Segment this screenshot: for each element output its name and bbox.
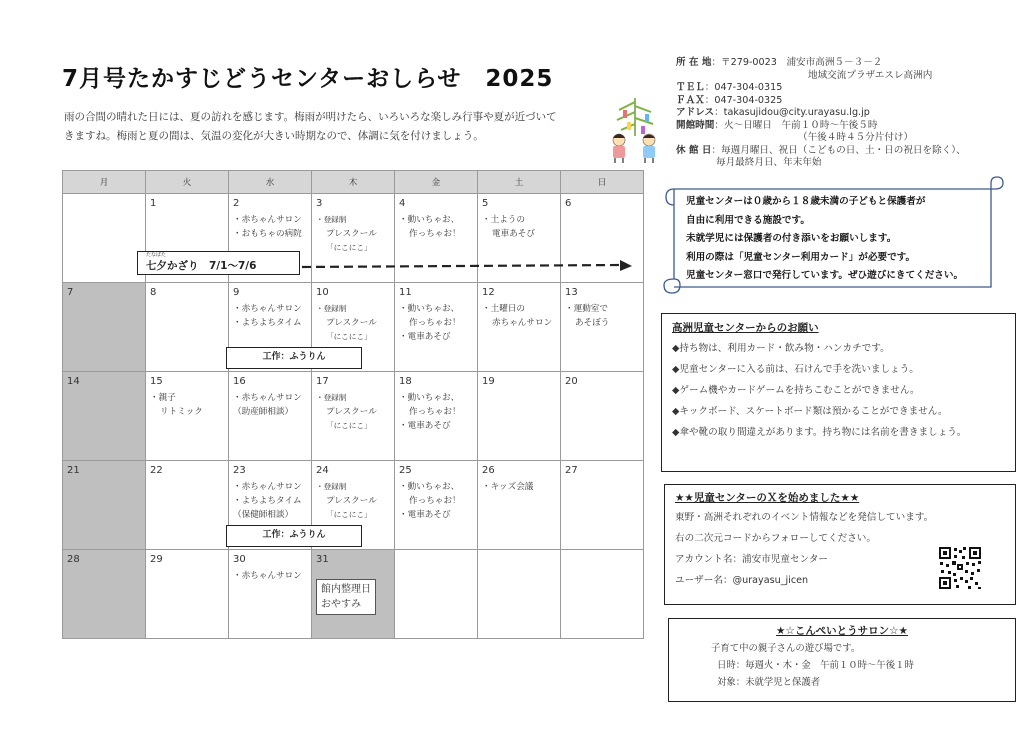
- x-account-line-2: 右の二次元コードからフォローしてください。: [675, 533, 876, 544]
- day-number: 12: [482, 287, 495, 298]
- event-item: リトミック: [160, 407, 203, 417]
- event-item: プレスクール: [326, 229, 377, 239]
- day-cell: [395, 283, 478, 372]
- day-cell: [561, 283, 644, 372]
- header-wed: 水: [229, 171, 312, 194]
- closed-day-box: [316, 579, 376, 615]
- tanabata-label: 七夕かざり 7/1～7/6: [146, 260, 257, 272]
- event-item: ・動いちゃお、: [399, 482, 460, 492]
- day-cell: [395, 372, 478, 461]
- day-number: 24: [316, 465, 329, 476]
- intro-line-1: 雨の合間の晴れた日には、夏の訪れを感じます。梅雨が明けたら、いろいろな楽しみ行事や夏が近づいて: [64, 111, 557, 123]
- event-item: ・赤ちゃんサロン: [233, 393, 302, 403]
- hours-line-2: （午後４時４５分片付け）: [798, 132, 914, 143]
- week-row: [63, 372, 644, 461]
- salon-target: 対象：未就学児と保護者: [717, 677, 821, 688]
- day-number: 29: [150, 554, 163, 565]
- event-item: ・動いちゃお、: [399, 393, 460, 403]
- closed-value: ：毎週月曜日、祝日（こどもの日、土・日の祝日を除く）、: [711, 144, 966, 156]
- address-label: 所 在 地: [676, 57, 712, 68]
- day-number: 26: [482, 465, 495, 476]
- event-item: 「にこにこ」: [326, 243, 372, 252]
- day-number: 11: [399, 287, 412, 298]
- day-cell-closed: [63, 550, 146, 639]
- request-item: ◆ゲーム機やカードゲームを持ちこむことができません。: [672, 385, 920, 396]
- day-number: 31: [316, 554, 329, 565]
- hours-value: ：火～日曜日 午前１０時～午後５時: [714, 119, 878, 131]
- event-item: 作っちゃお！: [409, 318, 461, 328]
- event-item: ・登録制: [316, 304, 347, 313]
- day-number: 22: [150, 465, 163, 476]
- x-account-heading: ★★児童センターのＸを始めました★★: [675, 492, 860, 504]
- day-cell-closed: [63, 372, 146, 461]
- facility-info: [676, 57, 1016, 170]
- hours-label: 開館時間: [676, 119, 715, 131]
- tel-value: ：047-304-0315: [704, 82, 783, 93]
- event-item: 「にこにこ」: [326, 510, 372, 519]
- notice-scroll: [660, 175, 1005, 297]
- day-number: 17: [316, 376, 329, 387]
- header-mon: 月: [63, 171, 146, 194]
- day-number: 2: [233, 198, 240, 209]
- day-number: 23: [233, 465, 246, 476]
- address-line-2: 地域交流プラザエスレ高洲内: [808, 69, 933, 81]
- event-item: ・赤ちゃんサロン: [233, 571, 302, 581]
- event-item: ・キッズ会議: [482, 482, 534, 492]
- notice-line-2: 自由に利用できる施設です。: [686, 214, 810, 226]
- event-item: ・よちよちタイム: [233, 496, 302, 506]
- event-item: ・よちよちタイム: [233, 318, 302, 328]
- day-cell: [312, 372, 395, 461]
- tanabata-banner: [137, 251, 300, 275]
- notice-line-5: 児童センター窓口で発行しています。ぜひ遊びにきてください。: [686, 270, 964, 281]
- day-cell: [146, 372, 229, 461]
- event-item: 作っちゃお！: [409, 496, 461, 506]
- request-item: ◆持ち物は、利用カード・飲み物・ハンカチです。: [672, 343, 890, 354]
- day-number: 8: [150, 287, 157, 298]
- tanabata-ruby: たなばた: [146, 252, 167, 258]
- email-label: アドレス: [676, 107, 715, 118]
- event-item: 電車あそび: [492, 229, 535, 239]
- day-number: 27: [565, 465, 578, 476]
- day-number: 16: [233, 376, 246, 387]
- intro-line-2: きますね。梅雨と夏の間は、気温の変化が大きい時期なので、体調に気を付けましょう。: [64, 130, 484, 142]
- header-sun: 日: [561, 171, 644, 194]
- day-number: 13: [565, 287, 578, 298]
- day-cell-empty: [478, 550, 561, 639]
- salon-schedule: 日時：毎週火・木・金 午前１０時～午後１時: [717, 660, 914, 671]
- event-item: ・土曜日の: [482, 304, 525, 314]
- email-value: ：takasujidou@city.urayasu.lg.jp: [714, 107, 870, 118]
- closed-day-line-2: おやすみ: [321, 599, 361, 610]
- day-cell-closed: [63, 283, 146, 372]
- closed-label: 休 館 日: [676, 144, 712, 156]
- event-item: （保健師相談）: [233, 510, 294, 520]
- craft-banner-1: 工作：ふうりん: [226, 347, 362, 369]
- request-item: ◆キックボード、スケートボード類は預かることができません。: [672, 406, 948, 417]
- header-tue: 火: [146, 171, 229, 194]
- day-cell: [561, 372, 644, 461]
- notice-line-1: 児童センターは０歳から１８歳未満の子どもと保護者が: [686, 196, 926, 207]
- event-item: 作っちゃお！: [409, 229, 461, 239]
- request-item: ◆傘や靴の取り間違えがあります。持ち物には名前を書きましょう。: [672, 427, 967, 438]
- day-number: 10: [316, 287, 329, 298]
- header-thu: 木: [312, 171, 395, 194]
- day-cell-closed: [63, 461, 146, 550]
- event-item: プレスクール: [326, 318, 377, 328]
- event-item: 「にこにこ」: [326, 332, 372, 341]
- x-account-username: ユーザー名：@urayasu_jicen: [675, 575, 809, 586]
- event-item: ・おもちゃの病院: [233, 229, 302, 239]
- day-cell: [395, 461, 478, 550]
- closed-day-line-1: 館内整理日: [321, 584, 371, 595]
- event-item: ・運動室で: [565, 304, 608, 314]
- dashed-arrow-icon: [302, 258, 632, 274]
- requests-heading: 高洲児童センターからのお願い: [672, 322, 819, 334]
- event-item: あそぼう: [575, 318, 610, 328]
- day-cell: [478, 283, 561, 372]
- day-number: 9: [233, 287, 240, 298]
- day-number: 6: [565, 198, 572, 209]
- request-item: ◆児童センターに入る前は、石けんで手を洗いましょう。: [672, 364, 919, 375]
- event-item: ・電車あそび: [399, 421, 451, 431]
- event-item: ・登録制: [316, 215, 347, 224]
- intro-text: [64, 108, 624, 146]
- day-number: 14: [67, 376, 80, 387]
- qr-code-icon[interactable]: [938, 546, 982, 590]
- page-title: 7月号たかすじどうセンターおしらせ 2025: [62, 66, 554, 92]
- event-item: ・電車あそび: [399, 510, 451, 520]
- day-cell: [478, 372, 561, 461]
- day-cell-empty: [63, 194, 146, 283]
- week-row: [63, 550, 644, 639]
- event-item: プレスクール: [326, 496, 377, 506]
- event-item: ・赤ちゃんサロン: [233, 215, 302, 225]
- day-cell: [146, 283, 229, 372]
- event-item: ・赤ちゃんサロン: [233, 304, 302, 314]
- day-number: 18: [399, 376, 412, 387]
- event-item: ・登録制: [316, 393, 347, 402]
- event-item: プレスクール: [326, 407, 377, 417]
- event-item: ・動いちゃお、: [399, 215, 460, 225]
- event-item: ・赤ちゃんサロン: [233, 482, 302, 492]
- salon-heading: ★☆こんぺいとうサロン☆★: [776, 625, 908, 637]
- fax-value: ：047-304-0325: [704, 94, 783, 106]
- event-item: ・電車あそび: [399, 332, 451, 342]
- day-cell-empty: [561, 550, 644, 639]
- day-cell: [146, 550, 229, 639]
- day-cell: [561, 461, 644, 550]
- event-item: 赤ちゃんサロン: [492, 318, 553, 328]
- salon-description: 子育て中の親子さんの遊び場です。: [711, 643, 861, 654]
- x-account-line-1: 東野・高洲それぞれのイベント情報などを発信しています。: [675, 512, 934, 523]
- tel-label: ＴＥＬ: [676, 82, 705, 93]
- event-item: ・登録制: [316, 482, 347, 491]
- salon-box: [668, 618, 1016, 702]
- day-number: 20: [565, 376, 578, 387]
- day-number: 21: [67, 465, 80, 476]
- closed-line-2: 毎月最終月日、年末年始: [716, 157, 822, 168]
- day-number: 25: [399, 465, 412, 476]
- day-number: 1: [150, 198, 157, 209]
- fax-label: ＦＡＸ: [676, 94, 705, 106]
- day-number: 7: [67, 287, 74, 298]
- day-cell: [229, 372, 312, 461]
- event-item: ・親子: [150, 393, 176, 403]
- calendar-header-row: [63, 171, 644, 194]
- day-number: 19: [482, 376, 495, 387]
- x-account-name: アカウント名：浦安市児童センター: [675, 554, 829, 565]
- header-fri: 金: [395, 171, 478, 194]
- address-value: ：〒279-0023 浦安市高洲５－３－２: [711, 57, 883, 68]
- notice-line-3: 未就学児には保護者の付き添いをお願いします。: [686, 233, 897, 244]
- craft-banner-2: 工作：ふうりん: [226, 525, 362, 547]
- day-cell: [146, 461, 229, 550]
- notice-text: [686, 193, 963, 286]
- event-item: 「にこにこ」: [326, 421, 372, 430]
- day-cell-closed: [312, 550, 395, 639]
- day-number: 4: [399, 198, 406, 209]
- header-sat: 土: [478, 171, 561, 194]
- day-cell-empty: [395, 550, 478, 639]
- day-number: 15: [150, 376, 163, 387]
- day-number: 28: [67, 554, 80, 565]
- requests-box: [661, 313, 1016, 472]
- day-cell: [229, 550, 312, 639]
- event-item: （助産師相談）: [233, 407, 294, 417]
- tanabata-children-illustration: [605, 96, 663, 164]
- event-item: ・動いちゃお、: [399, 304, 460, 314]
- event-item: ・土ようの: [482, 215, 525, 225]
- event-item: 作っちゃお！: [409, 407, 461, 417]
- day-cell: [478, 461, 561, 550]
- day-number: 30: [233, 554, 246, 565]
- day-number: 5: [482, 198, 489, 209]
- notice-line-4: 利用の際は「児童センター利用カード」が必要です。: [686, 251, 916, 263]
- day-number: 3: [316, 198, 323, 209]
- x-account-box: [664, 484, 1016, 605]
- calendar-table: [62, 170, 644, 639]
